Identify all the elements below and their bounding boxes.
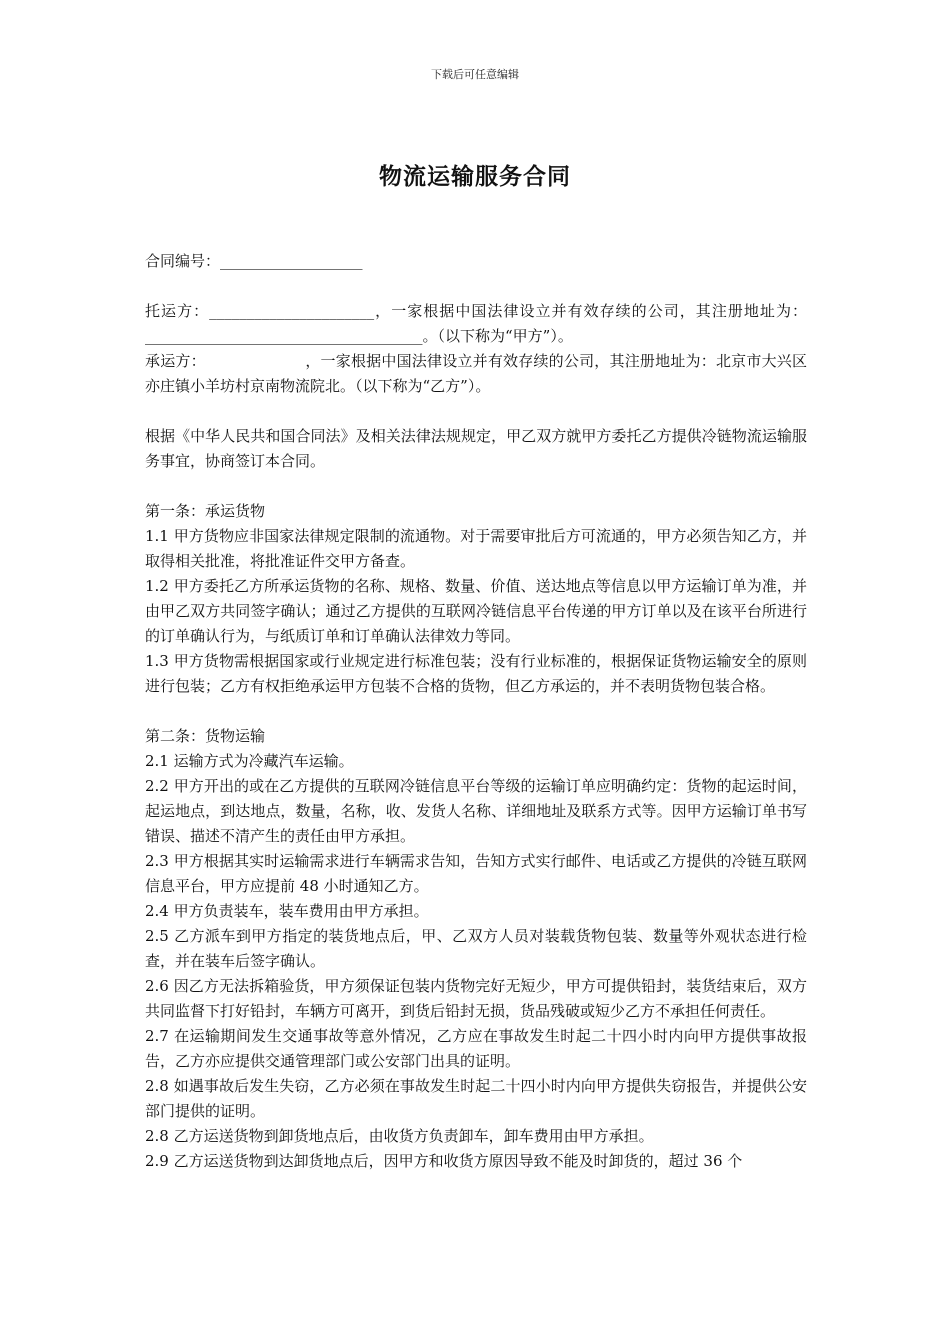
clause-2-6: 2.6 因乙方无法拆箱验货，甲方须保证包装内货物完好无短少，甲方可提供铅封，装货结束后，双方共同监督下打好铅封，车辆方可离开，到货后铅封无损，货品残破或短少乙方不承担任何责任。 <box>145 977 807 1020</box>
clause-2-2: 2.2 甲方开出的或在乙方提供的互联网冷链信息平台等级的运输订单应明确约定：货物的起运时间，起运地点，到达地点，数量，名称，收、发货人名称、详细地址及联系方式等。因甲方运输订单书写错误、描述不清产生的责任由甲方承担。 <box>145 777 807 845</box>
contract-number: 合同编号：___________________ <box>145 252 363 270</box>
document-title: 物流运输服务合同 <box>379 163 571 190</box>
article-2-heading: 第二条：货物运输 <box>145 727 266 745</box>
contract-body <box>145 249 807 1174</box>
clause-2-9: 2.9 乙方运送货物到达卸货地点后，因甲方和收货方原因导致不能及时卸货的，超过 36 个 <box>145 1152 743 1170</box>
clause-2-3: 2.3 甲方根据其实时运输需求进行车辆需求告知，告知方式实行邮件、电话或乙方提供的冷链互联网信息平台，甲方应提前 48 小时通知乙方。 <box>145 852 807 895</box>
article-1-heading: 第一条：承运货物 <box>145 502 266 520</box>
clause-2-1: 2.1 运输方式为冷藏汽车运输。 <box>145 752 354 770</box>
preamble-paragraph: 根据《中华人民共和国合同法》及相关法律法规规定，甲乙双方就甲方委托乙方提供冷链物流运输服务事宜，协商签订本合同。 <box>145 427 807 470</box>
shipper-party: 托运方：______________________，一家根据中国法律设立并有效存续的公司，其注册地址为：_____________________________________。（以下称为“甲方”）。 <box>145 302 807 345</box>
clause-1-2: 1.2 甲方委托乙方所承运货物的名称、规格、数量、价值、送达地点等信息以甲方运输订单为准，并由甲乙双方共同签字确认；通过乙方提供的互联网冷链信息平台传递的甲方订单以及在该平台所进行的订单确认行为，与纸质订单和订单确认法律效力等同。 <box>145 577 807 645</box>
clause-1-1: 1.1 甲方货物应非国家法律规定限制的流通物。对于需要审批后方可流通的，甲方必须告知乙方，并取得相关批准，将批准证件交甲方备查。 <box>145 527 807 570</box>
clause-2-8b: 2.8 乙方运送货物到卸货地点后，由收货方负责卸车，卸车费用由甲方承担。 <box>145 1127 654 1145</box>
clause-2-7: 2.7 在运输期间发生交通事故等意外情况，乙方应在事故发生时起二十四小时内向甲方提供事故报告，乙方亦应提供交通管理部门或公安部门出具的证明。 <box>145 1027 807 1070</box>
header-note: 下载后可任意编辑 <box>431 68 519 81</box>
clause-2-8a: 2.8 如遇事故后发生失窃，乙方必须在事故发生时起二十四小时内向甲方提供失窃报告，并提供公安部门提供的证明。 <box>145 1077 807 1120</box>
clause-2-5: 2.5 乙方派车到甲方指定的装货地点后，甲、乙双方人员对装载货物包装、数量等外观状态进行检查，并在装车后签字确认。 <box>145 927 807 970</box>
clause-1-3: 1.3 甲方货物需根据国家或行业规定进行标准包装；没有行业标准的，根据保证货物运输安全的原则进行包装；乙方有权拒绝承运甲方包装不合格的货物，但乙方承运的，并不表明货物包装合格。 <box>145 652 807 695</box>
clause-2-4: 2.4 甲方负责装车，装车费用由甲方承担。 <box>145 902 429 920</box>
carrier-party: 承运方： ，一家根据中国法律设立并有效存续的公司，其注册地址为：北京市大兴区亦庄镇小羊坊村京南物流院北。（以下称为“乙方”）。 <box>145 352 807 395</box>
